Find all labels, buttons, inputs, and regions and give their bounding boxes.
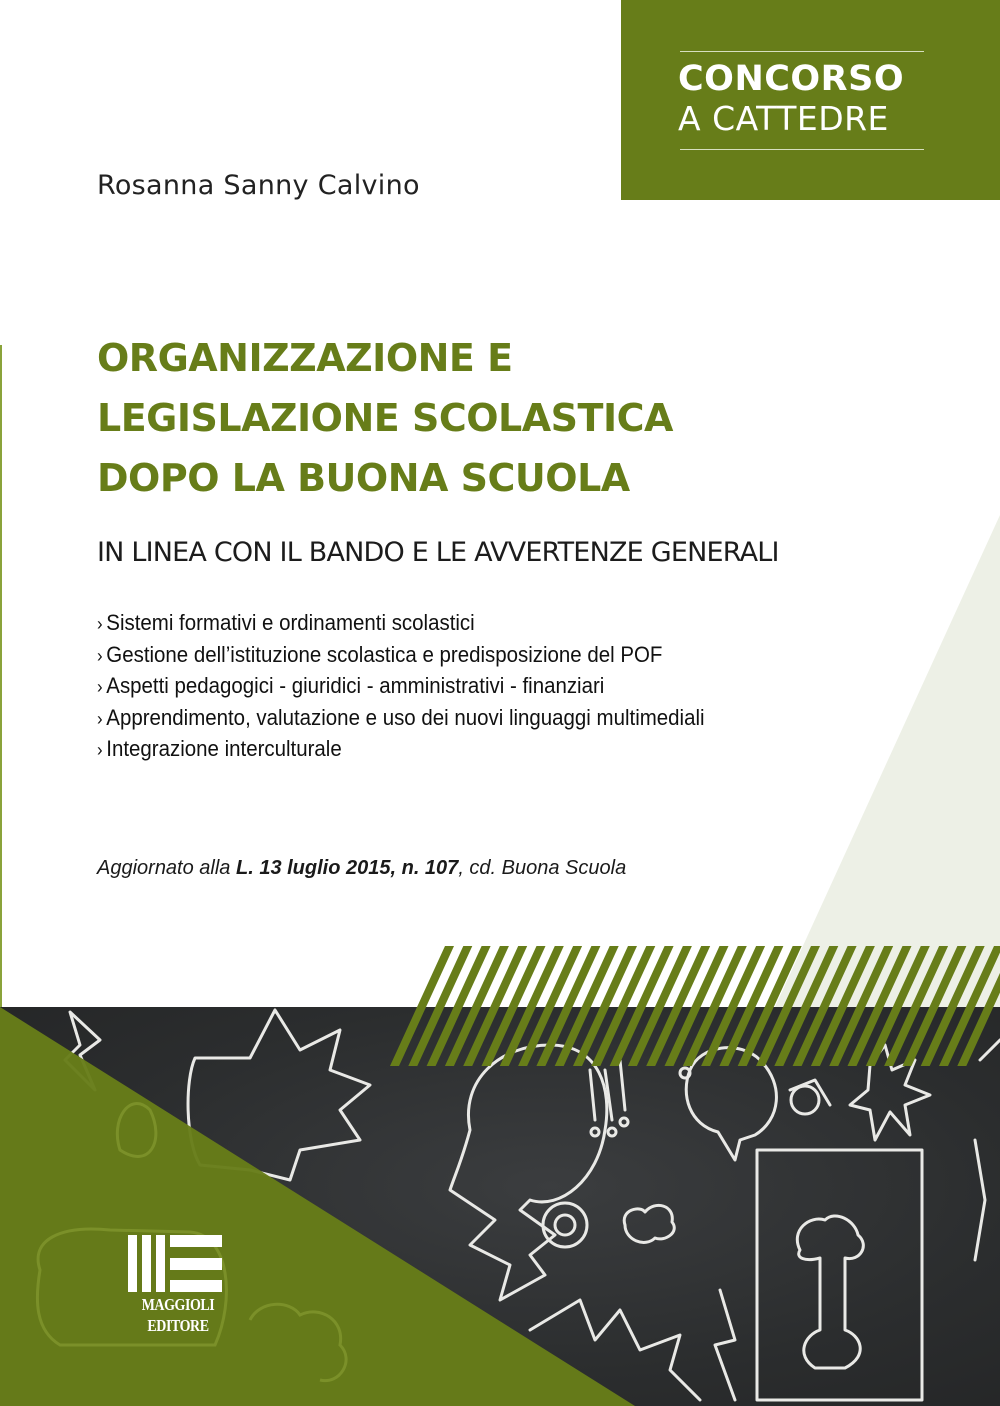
- chevron-right-icon: ›: [97, 677, 103, 697]
- topic-item: › Gestione dell’istituzione scolastica e predisposizione del POF: [97, 641, 663, 667]
- chevron-right-icon: ›: [97, 708, 103, 729]
- topic-item: › Sistemi formativi e ordinamenti scolastici: [97, 610, 475, 635]
- title-line-3: DOPO LA BUONA SCUOLA: [97, 456, 630, 500]
- mushroom-cloud-icon: [757, 1150, 922, 1400]
- author-name: Rosanna Sanny Calvino: [97, 170, 420, 201]
- title-line-1: ORGANIZZAZIONE E: [97, 336, 513, 380]
- cloud-icon: [624, 1205, 674, 1242]
- update-note: Aggiornato alla L. 13 luglio 2015, n. 107, cd. Buona Scuola: [97, 857, 627, 879]
- publisher-name-line-1: MAGGIOLI: [141, 1295, 215, 1314]
- lightning-bolt-icon: [715, 1290, 735, 1400]
- maggioli-logo-icon: [128, 1235, 228, 1292]
- decorative-stripes: [390, 946, 1000, 1066]
- topic-item: › Integrazione interculturale: [97, 736, 342, 761]
- title-line-2: LEGISLAZIONE SCOLASTICA: [97, 396, 673, 440]
- series-name-bold: CONCORSO: [678, 59, 905, 99]
- explosion-icon: [543, 1203, 587, 1247]
- publisher-logo: [128, 1235, 228, 1334]
- topic-item: › Apprendimento, valutazione e uso dei nuovi linguaggi multimediali: [97, 704, 705, 730]
- chevron-right-icon: ›: [97, 614, 103, 634]
- topic-item: › Aspetti pedagogici - giuridici - amministrativi - finanziari: [97, 673, 605, 698]
- chevron-right-icon: ›: [97, 645, 103, 666]
- law-reference: L. 13 luglio 2015, n. 107: [235, 857, 459, 879]
- doodle-icon: [790, 1080, 830, 1114]
- speech-bubble-icon: [450, 1045, 607, 1300]
- chevron-right-icon: ›: [97, 740, 103, 760]
- series-name-light: A CATTEDRE: [678, 99, 889, 138]
- publisher-name-line-2: EDITORE: [147, 1316, 209, 1335]
- book-subtitle: IN LINEA CON IL BANDO E LE AVVERTENZE GENERALI: [97, 537, 779, 568]
- lightning-bolt-icon: [975, 1040, 1000, 1260]
